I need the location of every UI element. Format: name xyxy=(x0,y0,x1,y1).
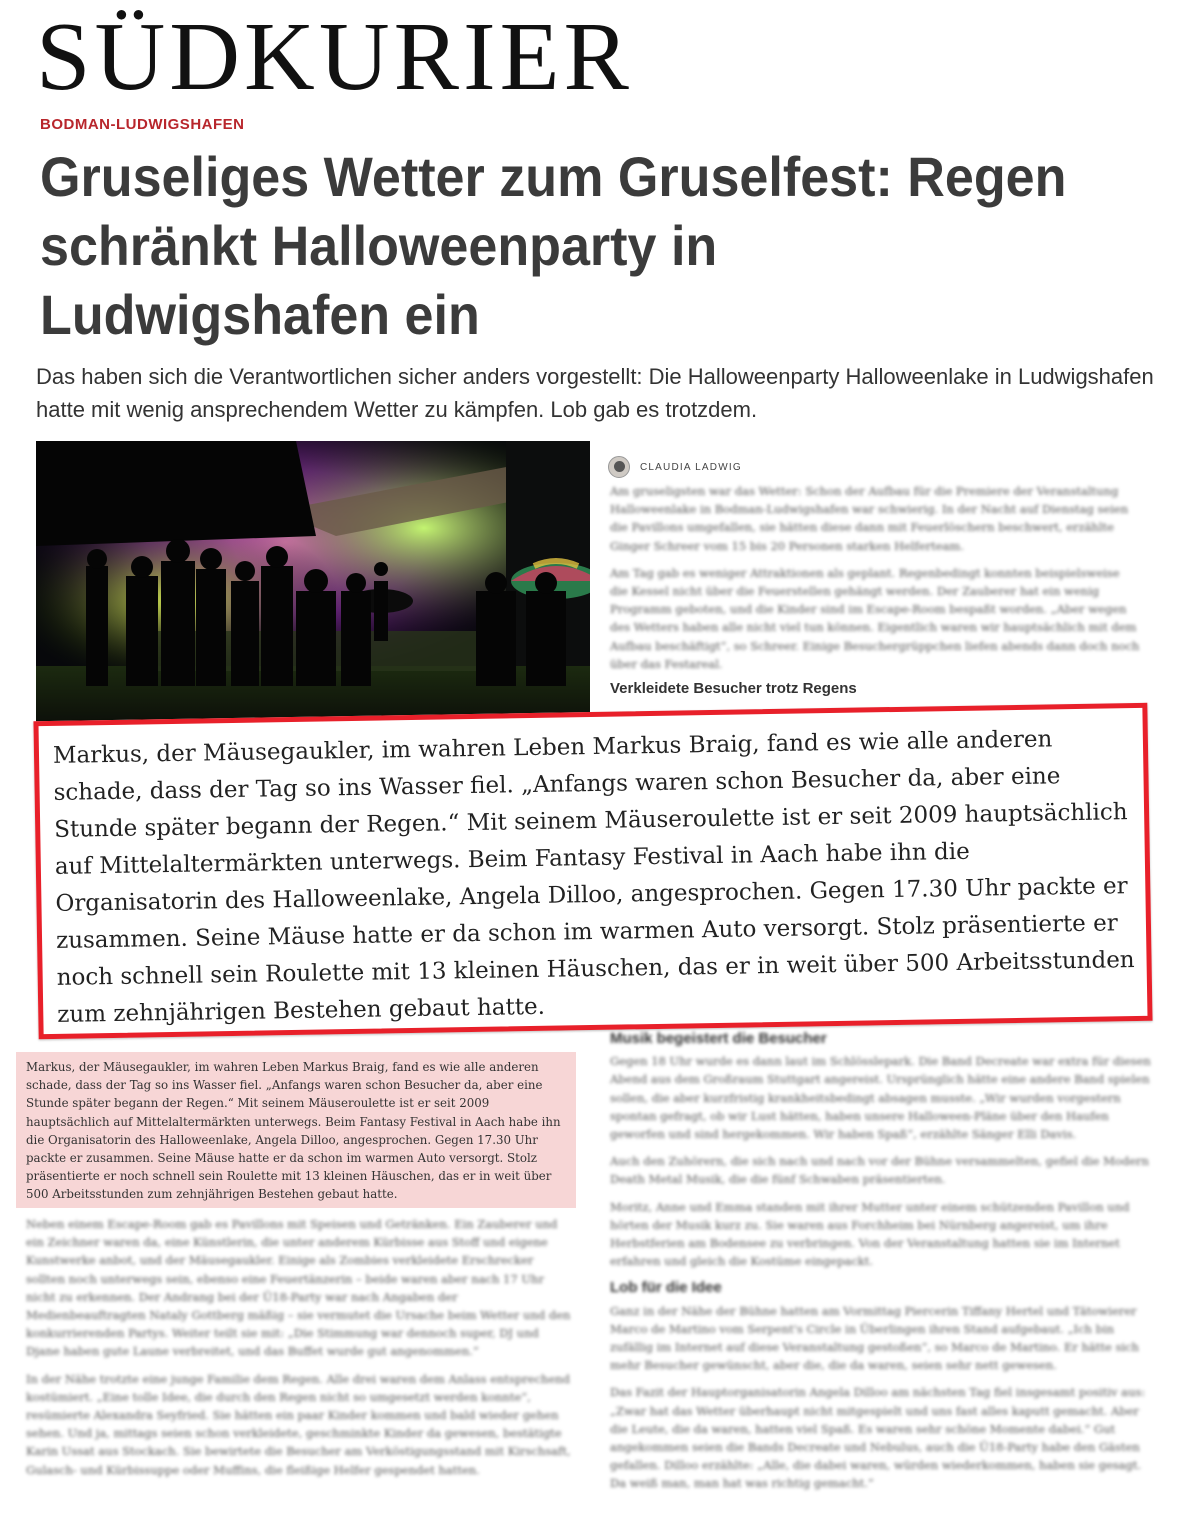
article-paragraph: In der Nähe trotzte eine junge Familie dem Regen. Alle drei waren dem Anlass entsprechend kostümiert. „Eine tolle Idee, die durch den Regen nicht so umgesetzt werden konnte“, resümierte Alexandra Seyfried. Sie hätten ein paar Kinder kommen und bald wieder gehen sehen. Und ja, mittags seien schon verkleidete, geschminkte Kinder da gewesen, bestätigte Karin Ussat aus Stockach. Sie bewirtete die Besucher am Verköstigungsstand mit Kirschsaft, Gulasch- und Kürbissuppe oder Muffins, die fleißige Helfer gespendet hatten. xyxy=(26,1371,571,1477)
article-paragraph: Das Fazit der Hauptorganisatorin Angela Dilloo am nächsten Tag fiel insgesamt positiv aus: „Zwar hat das Wetter überhaupt nicht mitgespielt und uns fast alles kaputt gemacht. Aber die Leute, die da waren, hatten viel Spaß. Es waren sehr schöne Momente dabei.“ Gut angekommen seien die Bands Decreate und Nebulus, auch die Ü18-Party habe den Gästen gefallen. Dilloo erzählte: „Alle, die dabei waren, würden wiederkommen, haben sie gesagt. Da weiß man, man hat was richtig gemacht.“ xyxy=(610,1385,1146,1491)
article-column-left xyxy=(26,1215,572,1488)
article-headline: Gruseliges Wetter zum Gruselfest: Regen schränkt Halloweenparty in Ludwigshafen ein xyxy=(40,145,1067,346)
article-paragraph: Neben einem Escape-Room gab es Pavillons mit Speisen und Getränken. Ein Zauberer und ein Zeichner waren da, eine Künstlerin, die unter anderem Kürbisse aus Stoff und eigene Kunstwerke anbot, und der Mäusegaukler. Einige als Zombies verkleidete Erschrecker sollten noch unterwegs sein, ebenso eine Feuertänzerin – beide waren aber nach 17 Uhr nicht zu erkennen. Der Andrang bei der Ü18-Party war nach Angaben der Medienbeauftragten Nataly Gottberg mäßig – sie vermutet die Ursache beim Wetter und den konkurrierenden Partys. Weiter teilt sie mit: „Die Stimmung war dennoch super, DJ und Djane haben gute Laune verbreitet, und das Buffet wurde gut angenommen.“ xyxy=(26,1217,571,1359)
highlighted-paragraph: Markus, der Mäusegaukler, im wahren Leben Markus Braig, fand es wie alle anderen schade, dass der Tag so ins Wasser fiel. „Anfangs waren schon Besucher da, aber eine Stunde später begann der Regen.“ Mit seinem Mäuseroulette ist er seit 2009 hauptsächlich auf Mittelaltermärkten unterwegs. Beim Fantasy Festival in Aach habe ihn die Organisatorin des Halloweenlake, Angela Dilloo, angesprochen. Gegen 17.30 Uhr packte er zusammen. Seine Mäuse hatte er da schon im warmen Auto versorgt. Stolz präsentierte er noch schnell sein Roulette mit 13 kleinen Häuschen, das er in weit über 500 Arbeitsstunden zum zehnjährigen Bestehen gebaut hatte. xyxy=(16,1052,576,1208)
callout-text: Markus, der Mäusegaukler, im wahren Leben Markus Braig, fand es wie alle anderen schade, dass der Tag so ins Wasser fiel. „Anfangs waren schon Besucher da, aber eine Stunde später begann der Regen.“ Mit seinem Mäuseroulette ist er seit 2009 hauptsächlich auf Mittelaltermärkten unterwegs. Beim Fantasy Festival in Aach habe ihn die Organisatorin des Halloweenlake, Angela Dilloo, angesprochen. Gegen 17.30 Uhr packte er zusammen. Seine Mäuse hatte er da schon im warmen Auto versorgt. Stolz präsentierte er noch schnell sein Roulette mit 13 kleinen Häuschen, das er in weit über 500 Arbeitsstunden zum zehnjährigen Bestehen gebaut hatte. xyxy=(52,726,1135,1028)
zoomed-quote-callout xyxy=(33,703,1152,1039)
article-paragraph: Am gruseligsten war das Wetter: Schon der Aufbau für die Premiere der Veranstaltung Halloweenlake in Bodman-Ludwigshafen war schwierig. In der Nacht auf Dienstag seien die Pavillons umgefallen, sie hätten diese dann mit Feuerlöschern beschwert, erzählte Ginger Schreer vom 15 bis 20 Personen starken Helferteam. xyxy=(610,484,1129,553)
author-byline[interactable] xyxy=(608,456,742,478)
article-column-right-top xyxy=(610,482,1140,682)
article-paragraph: Am Tag gab es weniger Attraktionen als geplant. Regenbedingt konnten beispielsweise die Kessel nicht über die Feuerstellen gehängt werden. Der Zauberer hat ein wenig Programm geboten, und die Kinder sind im Escape-Room bespaßt worden. „Aber wegen des Wetters haben alle nicht viel tun können. Eigentlich waren wir hauptsächlich mit dem Aufbau beschäftigt“, so Schreer. Einige Besuchergrüppchen liefen abends dann doch noch über das Festareal. xyxy=(610,565,1140,671)
section-kicker[interactable]: BODMAN-LUDWIGSHAFEN xyxy=(40,116,245,133)
article-subheading: Musik begeistert die Besucher xyxy=(610,1030,827,1047)
author-avatar-icon xyxy=(608,456,630,478)
article-subheading: Lob für die Idee xyxy=(610,1279,722,1297)
article-paragraph: Gegen 18 Uhr wurde es dann laut im Schlösslepark. Die Band Decreate war extra für diesen Abend aus dem Großraum Stuttgart angereist. Ursprünglich hätte eine andere Band spielen sollen, die aber kurzfristig krankheitsbedingt absagen musste. „Wir wurden vorgestern spontan gefragt, ob wir Lust hätten, haben unsere Halloween-Pläne über den Haufen geworfen und sind hergekommen. Wir haben Spaß“, erzählte Sänger Elli Davis. xyxy=(610,1054,1151,1142)
article-paragraph: Moritz, Anne und Emma standen mit ihrer Mutter unter einem schützenden Pavillon und hörten der Musik kurz zu. Sie waren aus Forchheim bei Nürnberg angereist, um ihre Herbstferien am Bodensee zu verbringen. Von der Veranstaltung hatten sie im Internet erfahren und gleich die Kostüme eingepackt. xyxy=(610,1199,1130,1269)
article-paragraph: Auch den Zuhörern, die sich nach und nach vor der Bühne versammelten, gefiel die Modern Death Metal Musik, die die fünf Schwaben präsentierten. xyxy=(610,1154,1149,1187)
author-name: CLAUDIA LADWIG xyxy=(640,461,742,473)
article-subheading: Verkleidete Besucher trotz Regens xyxy=(610,680,857,697)
masthead-logo: SÜDKURIER xyxy=(36,3,633,111)
article-paragraph: Ganz in der Nähe der Bühne hatten am Vormittag Piercerin Tiffany Hertel und Tätowierer Marco de Martino vom Serpent's Circle in Überlingen ihren Stand aufgebaut. „Ich bin zufällig im Internet auf diese Veranstaltung gestoßen“, so Marco de Martino. Er hätte sich mehr Besucher gewünscht, aber die, die da waren, seien sehr nett gewesen. xyxy=(610,1303,1139,1373)
article-teaser: Das haben sich die Verantwortlichen sicher anders vorgestellt: Die Halloweenparty Halloweenlake in Ludwigshafen hatte mit wenig ansprechendem Wetter zu kämpfen. Lob gab es trotzdem. xyxy=(36,364,1154,422)
article-column-right-bottom xyxy=(610,1030,1160,1502)
article-photo xyxy=(36,441,590,731)
